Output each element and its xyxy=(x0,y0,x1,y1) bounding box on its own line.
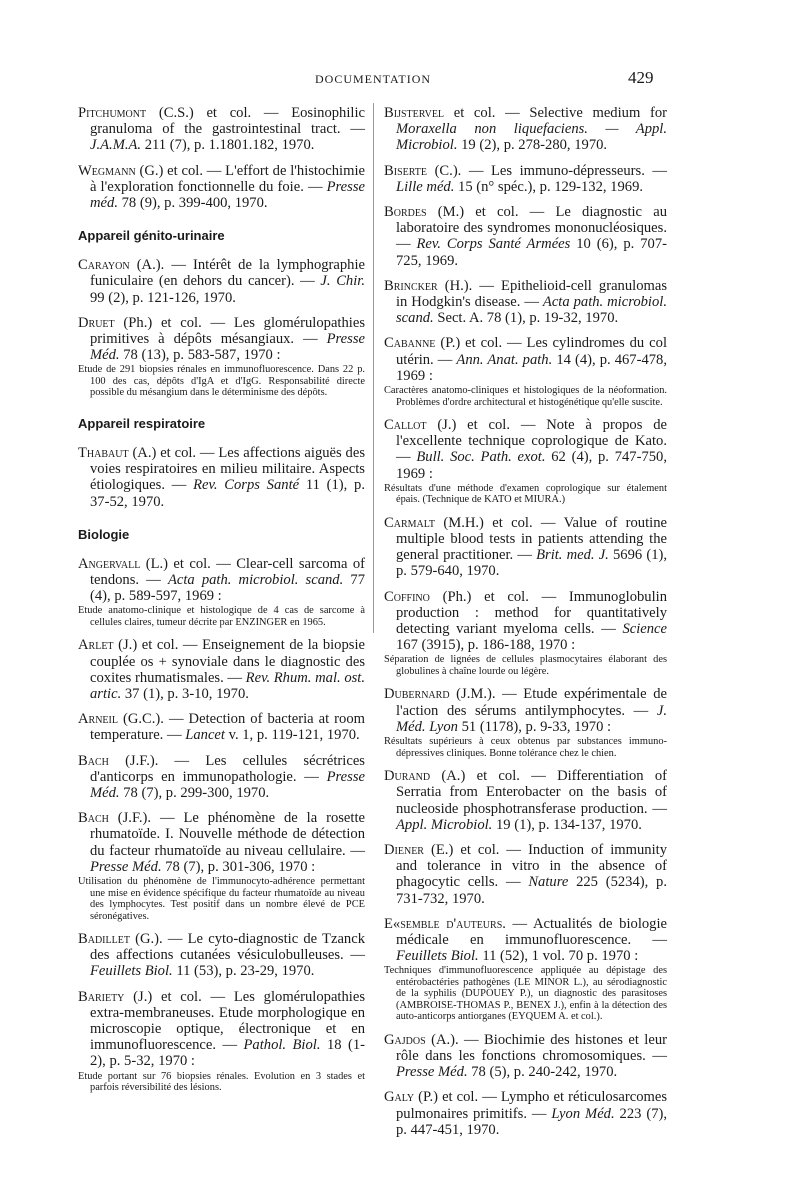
journal-name: Rev. Rhum. mal. ost. artic. xyxy=(90,669,365,702)
journal-name: Presse Méd. xyxy=(90,768,365,801)
journal-name: J. Méd. Lyon xyxy=(396,702,667,735)
citation-text xyxy=(78,711,365,744)
bibliography-entry xyxy=(384,163,667,195)
citation-details: 19 (2), p. 278-280, 1970. xyxy=(457,137,608,154)
journal-name: J.A.M.A. xyxy=(90,137,142,154)
abstract-note: Etude de 291 biopsies rénales en immunofluorescence. Dans 22 p. 100 des cas, dépôts d'IgA et d'IgG. Responsabilité directe possible du mésangium dans le déterminisme des dépôts. xyxy=(78,364,365,399)
citation-title: (A.) et col. — Differentiation of Serratia from Enterobacter on the basis of nucleoside phosphotransferase production. — xyxy=(396,768,667,817)
citation-title: (M.H.) et col. — Value of routine multiple blood tests in patients attending the general practitioner. — xyxy=(396,514,667,564)
citation-details: 5696 (1), p. 579-640, 1970. xyxy=(396,547,667,580)
page-number: 429 xyxy=(628,68,654,87)
citation-text xyxy=(384,514,667,580)
citation-text xyxy=(78,931,365,980)
citation-title: (C.S.) et col. — Eosinophilic granuloma of the gastrointestinal tract. — xyxy=(90,105,365,138)
author-name: Cabanne xyxy=(384,335,436,352)
journal-name: Appl. Microbiol. xyxy=(396,816,493,833)
citation-title: (A.) et col. — Les affections aiguës des voies respiratoires en milieu militaire. Aspects étiologiques. — xyxy=(90,444,365,494)
abstract-note: Etude anatomo-clinique et histologique de 4 cas de sarcome à cellules claires, tumeur décrite par ENZINGER en 1965. xyxy=(78,605,365,628)
citation-details: 62 (4), p. 747-750, 1969 : xyxy=(396,449,667,482)
journal-name: Acta path. microbiol. scand. xyxy=(167,571,344,588)
citation-text xyxy=(384,335,667,384)
citation-title: (J.) et col. — Les glomérulopathies extra-membraneuses. Etude morphologique en microscopie optique, électronique et en immunofluorescence. — xyxy=(90,988,365,1054)
author-name: Arneil xyxy=(78,711,118,728)
author-name: Carmalt xyxy=(384,514,436,531)
citation-title: (E.) et col. — Induction of immunity and tolerance in vitro in the absence of phagocytic cells. — xyxy=(396,841,667,891)
bibliography-entry xyxy=(78,445,365,510)
abstract-note: Caractères anatomo-cliniques et histologiques de la néoformation. Problèmes d'ordre architectural et histogénétique qu'elle suscite. xyxy=(384,385,667,408)
author-name: Bach xyxy=(78,752,109,769)
bibliography-entry xyxy=(384,105,667,154)
citation-details: 11 (52), 1 vol. 70 p. 1970 : xyxy=(478,948,639,965)
bibliography-entry xyxy=(78,711,365,743)
citation-title: (Ph.) et col. — Les glomérulopathies primitives à dépôts mésangiaux. — xyxy=(90,314,365,348)
citation-title: (J.F.). — Le phénomène de la rosette rhumatoïde. I. Nouvelle méthode de détection du facteur rhumatoïde au niveau cellulaire. — xyxy=(90,810,365,859)
bibliography-entry xyxy=(78,753,365,802)
citation-title: et col. — Selective medium for xyxy=(444,105,667,121)
author-name: Druet xyxy=(78,314,115,331)
bibliography-entry xyxy=(78,315,365,399)
journal-name: Presse Méd. xyxy=(90,858,162,875)
citation-details: 78 (7), p. 301-306, 1970 : xyxy=(161,858,316,875)
citation-text xyxy=(78,810,365,875)
citation-text xyxy=(78,314,365,364)
citation-title: (M.) et col. — Le diagnostic au laboratoire des syndromes mononucléosiques. — xyxy=(396,204,667,253)
citation-text xyxy=(384,686,667,735)
citation-details: 37 (1), p. 3-10, 1970. xyxy=(121,685,249,702)
author-name: Wegmann xyxy=(78,162,136,179)
citation-text xyxy=(384,1089,667,1138)
citation-title: (J.F.). — Les cellules sécrétrices d'anticorps en immunopathologie. — xyxy=(90,752,365,785)
author-name: Callot xyxy=(384,417,427,434)
citation-title: (Ph.) et col. — Immunoglobulin production : method for quantitatively detecting variant myeloma cells. — xyxy=(396,588,667,638)
citation-text xyxy=(384,162,667,195)
citation-details: 78 (9), p. 399-400, 1970. xyxy=(117,195,268,212)
citation-title: (G.). — Le cyto-diagnostic de Tzanck des affections cutanées vésiculobulleuses. — xyxy=(90,931,365,964)
citation-text xyxy=(78,555,365,605)
abstract-note: Utilisation du phénomène de l'immunocyto-adhérence permettant une mise en évidence spécifique du facteur rhumatoïde au niveau des lymphocytes. Test positif dans un nombre élevé de PCE séronégatives. xyxy=(78,876,365,922)
journal-name: Feuillets Biol. xyxy=(90,963,173,980)
citation-title: (G.) et col. — L'effort de l'histochimie à l'exploration fonctionnelle du foie. — xyxy=(90,162,365,195)
citation-title: (A.). — Intérêt de la lymphographie funiculaire (en dehors du cancer). — xyxy=(90,257,365,290)
author-name: Brincker xyxy=(384,277,438,294)
citation-title: (H.). — Epithelioid-cell granulomas in Hodgkin's disease. — xyxy=(396,277,667,311)
journal-name: J. Chir. xyxy=(320,273,365,290)
bibliography-entry xyxy=(384,204,667,269)
author-name: Bach xyxy=(78,810,109,827)
journal-name: Pathol. Biol. xyxy=(243,1037,321,1054)
bibliography-entry xyxy=(384,842,667,907)
journal-name: Lancet xyxy=(185,727,225,744)
citation-details: 78 (5), p. 240-242, 1970. xyxy=(467,1064,618,1081)
citation-details: 11 (53), p. 23-29, 1970. xyxy=(172,963,315,980)
citation-details: 78 (7), p. 299-300, 1970. xyxy=(119,784,270,801)
citation-title: (C.). — Les immuno-dépresseurs. — xyxy=(427,162,667,179)
citation-details: 19 (1), p. 134-137, 1970. xyxy=(492,816,642,833)
citation-details: 14 (4), p. 467-478, 1969 : xyxy=(396,351,667,384)
bibliography-entry xyxy=(78,163,365,212)
left-column xyxy=(78,105,365,1103)
citation-details: 18 (1-2), p. 5-32, 1970 : xyxy=(90,1037,365,1070)
citation-details: 10 (6), p. 707-725, 1969. xyxy=(396,236,667,269)
author-name: Carayon xyxy=(78,257,130,274)
citation-details: 15 (n° spéc.), p. 129-132, 1969. xyxy=(454,178,644,195)
citation-details: 223 (7), p. 447-451, 1970. xyxy=(396,1105,667,1138)
citation-text xyxy=(78,637,365,702)
citation-title: (G.C.). — Detection of bacteria at room temperature. — xyxy=(90,711,365,744)
bibliography-entry xyxy=(384,417,667,506)
citation-text xyxy=(384,1031,667,1081)
abstract-note: Résultats d'une méthode d'examen coprologique sur étalement épais. (Technique de KATO et MIURA.) xyxy=(384,482,667,506)
citation-details: 51 (1178), p. 9-33, 1970 : xyxy=(457,718,612,735)
right-column xyxy=(384,105,667,1147)
author-name: Angervall xyxy=(78,555,141,572)
author-name: Bordes xyxy=(384,204,427,221)
citation-text xyxy=(78,257,365,306)
journal-name: Lille méd. xyxy=(396,178,455,195)
bibliography-entry xyxy=(78,810,365,922)
bibliography-entry xyxy=(384,515,667,580)
citation-details: 167 (3915), p. 186-188, 1970 : xyxy=(396,637,576,654)
journal-name: Rev. Corps Santé xyxy=(193,477,300,494)
journal-name: Acta path. microbiol. scand. xyxy=(396,294,667,327)
bibliography-entry xyxy=(78,257,365,306)
running-head: DOCUMENTATION xyxy=(315,72,432,86)
author-name: Coffino xyxy=(384,588,430,605)
journal-name: Ann. Anat. path. xyxy=(456,351,553,368)
abstract-note: Etude portant sur 76 biopsies rénales. Evolution en 3 stades et parfois réversibilité des lésions. xyxy=(78,1070,365,1094)
bibliography-entry xyxy=(384,768,667,833)
citation-title: — Actualités de biologie médicale en immunofluorescence. — xyxy=(396,915,667,948)
author-name: Badillet xyxy=(78,931,130,947)
author-name: Bariety xyxy=(78,988,125,1005)
citation-details: 78 (13), p. 583-587, 1970 : xyxy=(119,347,281,364)
journal-name: Nature xyxy=(528,874,569,891)
citation-text xyxy=(78,988,365,1070)
citation-title: (J.M.). — Etude expérimentale de l'action des sérums antilymphocytes. — xyxy=(396,686,667,719)
citation-title: (P.) et col. — Les cylindromes du col utérin. — xyxy=(396,335,667,368)
bibliography-entry xyxy=(384,916,667,1023)
bibliography-entry xyxy=(78,931,365,980)
citation-details: v. 1, p. 119-121, 1970. xyxy=(224,727,360,744)
citation-title: (L.) et col. — Clear-cell sarcoma of tendons. — xyxy=(90,555,365,588)
author-name: Arlet xyxy=(78,637,114,654)
citation-text xyxy=(384,768,667,833)
journal-name: Science xyxy=(622,621,667,638)
citation-text xyxy=(78,162,365,212)
abstract-note: Techniques d'immunofluorescence appliquée au dépistage des entérobactéries pathogènes (LE MINOR L.), au sérodiagnostic de la syphilis (DUPOUEY P.), un diagnostic des parasitoses (AMBROISE-THOMAS P., BENEX J.), enfin à la détection des auto-anticorps antiorganes (EYQUEM A. et col.). xyxy=(384,965,667,1023)
author-name: Dubernard xyxy=(384,686,450,703)
bibliography-entry xyxy=(384,1089,667,1138)
citation-title: (P.) et col. — Lympho et réticulosarcomes pulmonaires primitifs. — xyxy=(396,1089,667,1122)
bibliography-entry xyxy=(384,1032,667,1081)
journal-name: Rev. Corps Santé Armées xyxy=(416,236,571,253)
citation-text xyxy=(78,444,365,510)
citation-text xyxy=(384,841,667,907)
author-name: Pitchumont xyxy=(78,105,147,121)
bibliography-entry xyxy=(78,556,365,629)
abstract-note: Séparation de lignées de cellules plasmocytaires élaborant des globulines à chaîne lourde ou légère. xyxy=(384,654,667,677)
bibliography-entry xyxy=(384,686,667,759)
journal-name: Moraxella non liquefaciens. — Appl. Microbiol. xyxy=(396,121,667,154)
citation-details: 11 (1), p. 37-52, 1970. xyxy=(90,477,365,510)
bibliography-entry xyxy=(384,589,667,678)
author-name: E«semble d'auteurs. xyxy=(384,915,506,932)
author-name: Gajdos xyxy=(384,1031,426,1048)
abstract-note: Résultats supérieurs à ceux obtenus par substances immuno-dépressives cliniques. Bonne tolérance chez le chien. xyxy=(384,736,667,759)
author-name: Durand xyxy=(384,768,431,785)
author-name: Bijstervel xyxy=(384,105,445,121)
author-name: Galy xyxy=(384,1089,415,1106)
author-name: Thabaut xyxy=(78,444,129,461)
section-heading: Appareil respiratoire xyxy=(78,415,206,431)
citation-details: Sect. A. 78 (1), p. 19-32, 1970. xyxy=(433,310,619,327)
citation-text xyxy=(384,915,667,965)
author-name: Diener xyxy=(384,841,424,858)
author-name: Biserte xyxy=(384,162,428,179)
citation-text xyxy=(78,105,365,154)
citation-text xyxy=(384,588,667,654)
journal-name: Presse Méd. xyxy=(396,1064,468,1081)
bibliography-entry xyxy=(78,989,365,1094)
journal-name: Bull. Soc. Path. exot. xyxy=(416,449,546,466)
citation-text xyxy=(384,105,667,154)
section-heading: Biologie xyxy=(78,526,130,542)
citation-title: (J.) et col. — Enseignement de la biopsie couplée os + synoviale dans le diagnostic des coxites rhumatismales. — xyxy=(90,637,365,686)
journal-name: Brit. med. J. xyxy=(536,547,609,564)
bibliography-entry xyxy=(384,278,667,327)
citation-details: 211 (7), p. 1.1801.182, 1970. xyxy=(141,137,315,154)
journal-name: Presse méd. xyxy=(90,178,365,212)
bibliography-entry xyxy=(78,105,365,154)
citation-title: (J.) et col. — Note à propos de l'excellente technique coprologique de Kato. — xyxy=(396,417,667,466)
citation-details: 99 (2), p. 121-126, 1970. xyxy=(90,289,236,306)
citation-text xyxy=(78,752,365,802)
citation-text xyxy=(384,417,667,482)
journal-name: Feuillets Biol. xyxy=(396,948,479,965)
citation-text xyxy=(384,277,667,327)
section-heading: Appareil génito-urinaire xyxy=(78,228,225,244)
journal-name: Presse Méd. xyxy=(90,331,365,364)
bibliography-entry xyxy=(78,637,365,702)
journal-name: Lyon Méd. xyxy=(551,1105,615,1122)
column-divider xyxy=(373,103,374,633)
bibliography-entry xyxy=(384,335,667,408)
citation-details: 225 (5234), p. 731-732, 1970. xyxy=(396,874,667,907)
citation-text xyxy=(384,204,667,269)
citation-title: (A.). — Biochimie des histones et leur rôle dans les fonctions chromosomiques. — xyxy=(396,1031,667,1065)
citation-details: 77 (4), p. 589-597, 1969 : xyxy=(90,571,365,605)
